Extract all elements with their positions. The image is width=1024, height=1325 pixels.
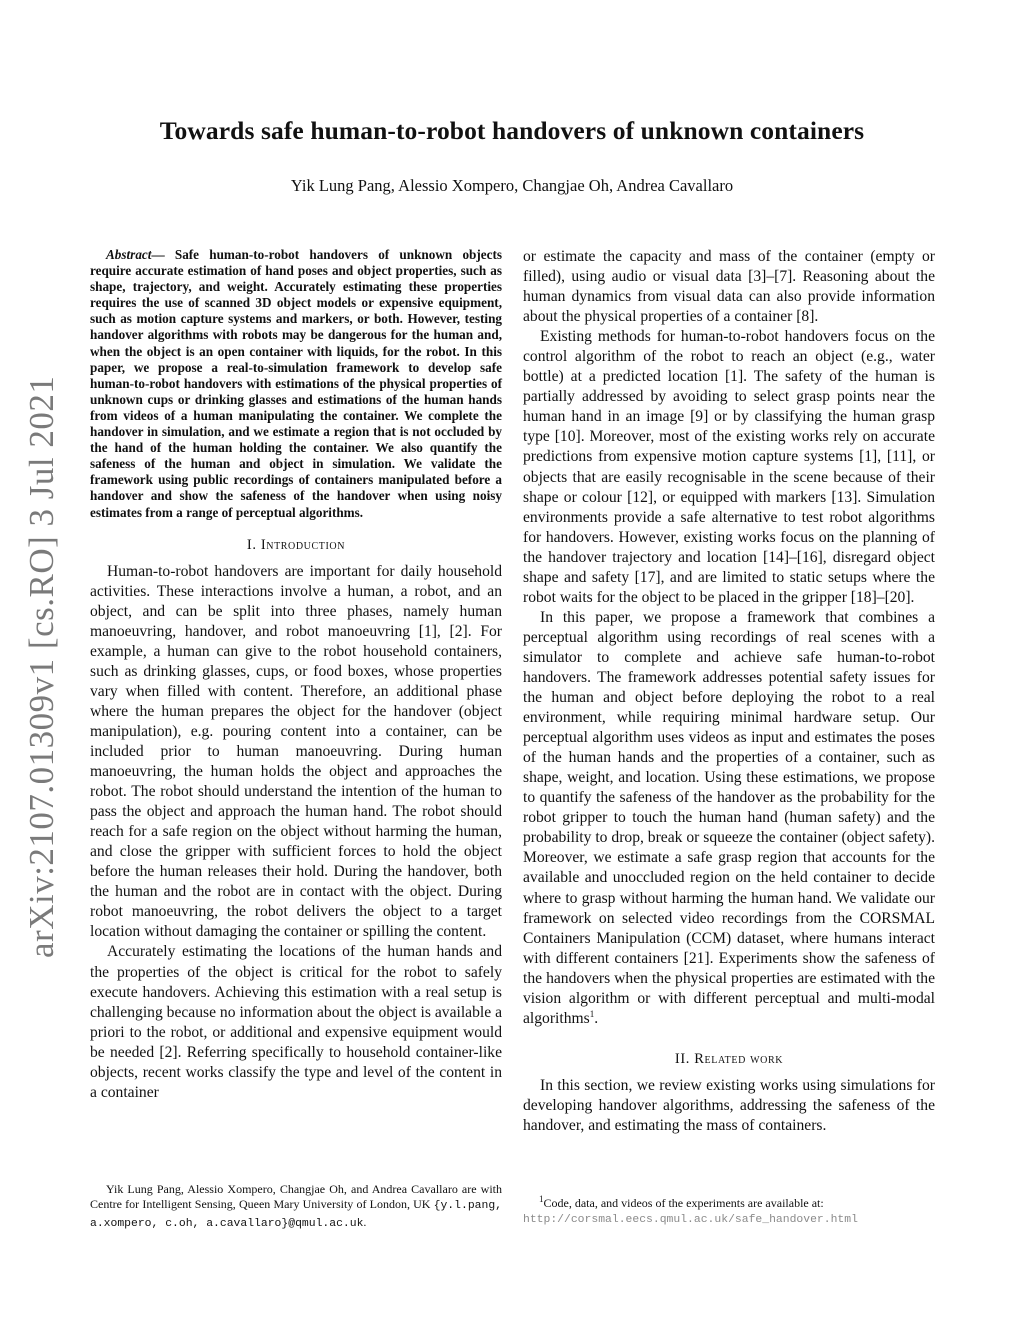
affiliation-text: Yik Lung Pang, Alessio Xompero, Changjae Oh, and Andrea Cavallaro are with Centre for Intelligent Sensing, Queen Mary University of London, UK <box>90 1182 502 1212</box>
code-footnote <box>523 1196 935 1229</box>
arxiv-identifier: arXiv:2107.01309v1 [cs.RO] 3 Jul 2021 <box>22 375 61 958</box>
footnote-reference[interactable]: 1 <box>589 1008 595 1019</box>
left-column <box>90 247 502 1103</box>
section-number: I. <box>246 536 257 553</box>
affiliation-emails[interactable]: {y.l.pang, a.xompero, c.oh, a.cavallaro}@qmul.ac.uk <box>90 1200 502 1230</box>
section-title: Related work <box>694 1050 784 1067</box>
paragraph: Human-to-robot handovers are important for daily household activities. These interactions involve a human, a robot, and an object, and can be split into three phases, namely human manoeuvring, handover, and robot manoeuvring [1], [2]. For example, a human can give to the robot household containers, such as drinking glasses, cups, or food boxes, whose properties vary when filled with content. Therefore, an additional phase where the human prepares the object for the handover (object manipulation), e.g. pouring content into a container, can be included prior to human manoeuvring. During human manoeuvring, the human holds the object and approaches the robot. The robot should understand the intention of the human to pass the object and approach the human hand. The robot should reach for a safe region on the object without harming the human, and close the gripper with sufficient forces to hold the object before the human releases their hold. During the handover, both the human and the robot are in contact with the object. During robot manoeuvring, the robot delivers the object to a target location without damaging the container or spilling the content. <box>90 562 502 941</box>
section-heading-related-work <box>523 1051 935 1068</box>
paper-title: Towards safe human-to-robot handovers of unknown containers <box>159 116 865 145</box>
paragraph-text: In this paper, we propose a framework that combines a perceptual algorithm using recordings of real scenes with a simulator to complete and achieve safe human-to-robot handovers. The framework addresses potential safety issues for the human and object before deploying the robot to a real environment, while requiring minimal hardware setup. Our perceptual algorithm uses videos as input and estimates the poses of the human hands and the properties of a container, such as shape, weight, and location. Using these estimations, we propose to quantify the safeness of the handover as the probability for the robot gripper to touch the human hand (human safety) and the probability to drop, break or squeeze the container (object safety). Moreover, we estimate a safe grasp region that accounts for the available and unoccluded region on the held container to decide where to grasp without harming the human hand. We validate our framework on selected video recordings from the CORSMAL Containers Manipulation (CCM) dataset, where humans interact with different containers [21]. Experiments show the safeness of the handovers when the physical properties are estimated with the vision algorithm or with different perceptual and multi-modal algorithms <box>523 608 935 1027</box>
abstract <box>90 247 502 521</box>
paragraph: In this section, we review existing works using simulations for developing handover algorithms, addressing the safeness of the handover, and estimating the mass of containers. <box>523 1076 935 1134</box>
section-number: II. <box>674 1050 691 1067</box>
paragraph <box>523 608 935 1029</box>
section-heading-introduction <box>90 537 502 554</box>
footnote-mark: 1 <box>539 1194 544 1204</box>
affiliation-footnote <box>90 1182 502 1232</box>
code-footnote-text: Code, data, and videos of the experiments are available at: <box>543 1196 824 1210</box>
paper-authors: Yik Lung Pang, Alessio Xompero, Changjae Oh, Andrea Cavallaro <box>290 176 734 195</box>
abstract-label: Abstract <box>106 247 152 262</box>
abstract-text: — Safe human-to-robot handovers of unknown objects require accurate estimation of hand poses and object properties, such as shape, trajectory, and weight. Accurately estimating these properties requires the use of scanned 3D object models or expensive equipment, such as motion capture systems and markers, or both. However, testing handover algorithms with robots may be dangerous for the human and, when the object is an open container with liquids, for the robot. In this paper, we propose a real-to-simulation framework to develop safe human-to-robot handovers with estimations of the physical properties of unknown cups or drinking glasses and estimations of the human hands from videos of a human manipulating the container. We complete the handover in simulation, and we estimate a region that is not occluded by the hand of the human holding the container. We also quantify the safeness of the human and object in simulation. We validate the framework using public recordings of containers manipulated before a handover and show the safeness of the handover when using noisy estimates from a range of perceptual algorithms. <box>90 247 502 520</box>
affiliation-end: . <box>363 1214 367 1229</box>
paragraph: Accurately estimating the locations of the human hands and the properties of the object is critical for the robot to safely execute handovers. Achieving this estimation with a real setup is challenging because no information about the object is available a priori to the robot, or additional and expensive equipment would be needed [2]. Referring specifically to household container-like objects, recent works classify the type and level of the content in a container <box>90 943 502 1101</box>
paragraph: or estimate the capacity and mass of the container (empty or filled), using audio or visual data [3]–[7]. Reasoning about the human dynamics from visual data can also provide information about the physical properties of a container [8]. <box>523 248 935 326</box>
section-title: Introduction <box>260 536 346 553</box>
paragraph: Existing methods for human-to-robot handovers focus on the control algorithm of the robot to reach an object (e.g., water bottle) at a predicted location [1]. The safety of the human is partially addressed by avoiding to select grasp points near the human hand in an image [9] or by classifying the human grasp type [10]. Moreover, most of the existing works rely on accurate predictions from expensive motion capture systems [1], [11], or objects that are easily recognisable in the scene because of their shape or colour [12], or equipped with markers [13]. Simulation environments provide a safe alternative to test robot algorithms for handovers. However, existing works focus on the planning of the handover trajectory and location [14]–[16], disregard object shape and safety [17], and are limited to static setups where the robot waits for the object to be placed in the gripper [18]–[20]. <box>523 328 935 606</box>
paragraph-end: . <box>594 1009 599 1027</box>
code-url-link[interactable]: http://corsmal.eecs.qmul.ac.uk/safe_handover.html <box>523 1214 858 1227</box>
right-column <box>523 247 935 1136</box>
